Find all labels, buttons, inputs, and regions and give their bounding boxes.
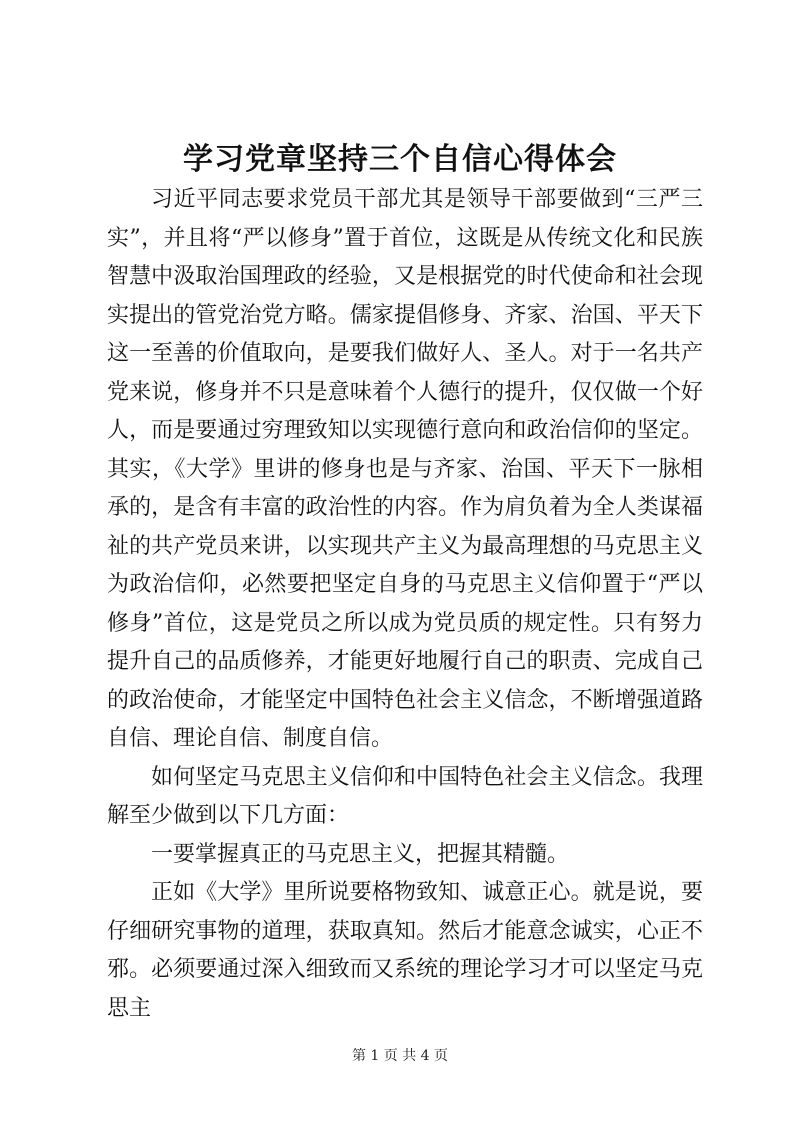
document-title: 学习党章坚持三个自信心得体会: [183, 142, 617, 177]
paragraph-1: 习近平同志要求党员干部尤其是领导干部要做到“三严三实”，并且将“严以修身”置于首位，这既是从传统文化和民族智慧中汲取治国理政的经验，又是根据党的时代使命和社会现实提出的管党治党方略。儒家提倡修身、齐家、治国、平天下这一至善的价值取向，是要我们做好人、圣人。对于一名共产党来说，修身并不只是意味着个人德行的提升，仅仅做一个好人，而是要通过穷理致知以实现德行意向和政治信仰的坚定。其实，《大学》里讲的修身也是与齐家、治国、平天下一脉相承的，是含有丰富的政治性的内容。作为肩负着为全人类谋福祉的共产党员来讲，以实现共产主义为最高理想的马克思主义为政治信仰，必然要把坚定自身的马克思主义信仰置于“严以修身”首位，这是党员之所以成为党员质的规定性。只有努力提升自己的品质修养，才能更好地履行自己的职责、完成自己的政治使命，才能坚定中国特色社会主义信念，不断增强道路自信、理论自信、制度自信。: [107, 187, 703, 751]
document-body: [107, 181, 703, 1028]
page-footer: 第 1 页 共 4 页: [351, 1048, 449, 1064]
paragraph-4: 正如《大学》里所说要格物致知、诚意正心。就是说，要仔细研究事物的道理，获取真知。然后才能意念诚实，心正不邪。必须要通过深入细致而又系统的理论学习才可以坚定马克思主: [107, 880, 703, 1021]
paragraph-2: 如何坚定马克思主义信仰和中国特色社会主义信念。我理解至少做到以下几方面：: [107, 764, 703, 828]
paragraph-3: 一要掌握真正的马克思主义，把握其精髓。: [151, 841, 570, 867]
